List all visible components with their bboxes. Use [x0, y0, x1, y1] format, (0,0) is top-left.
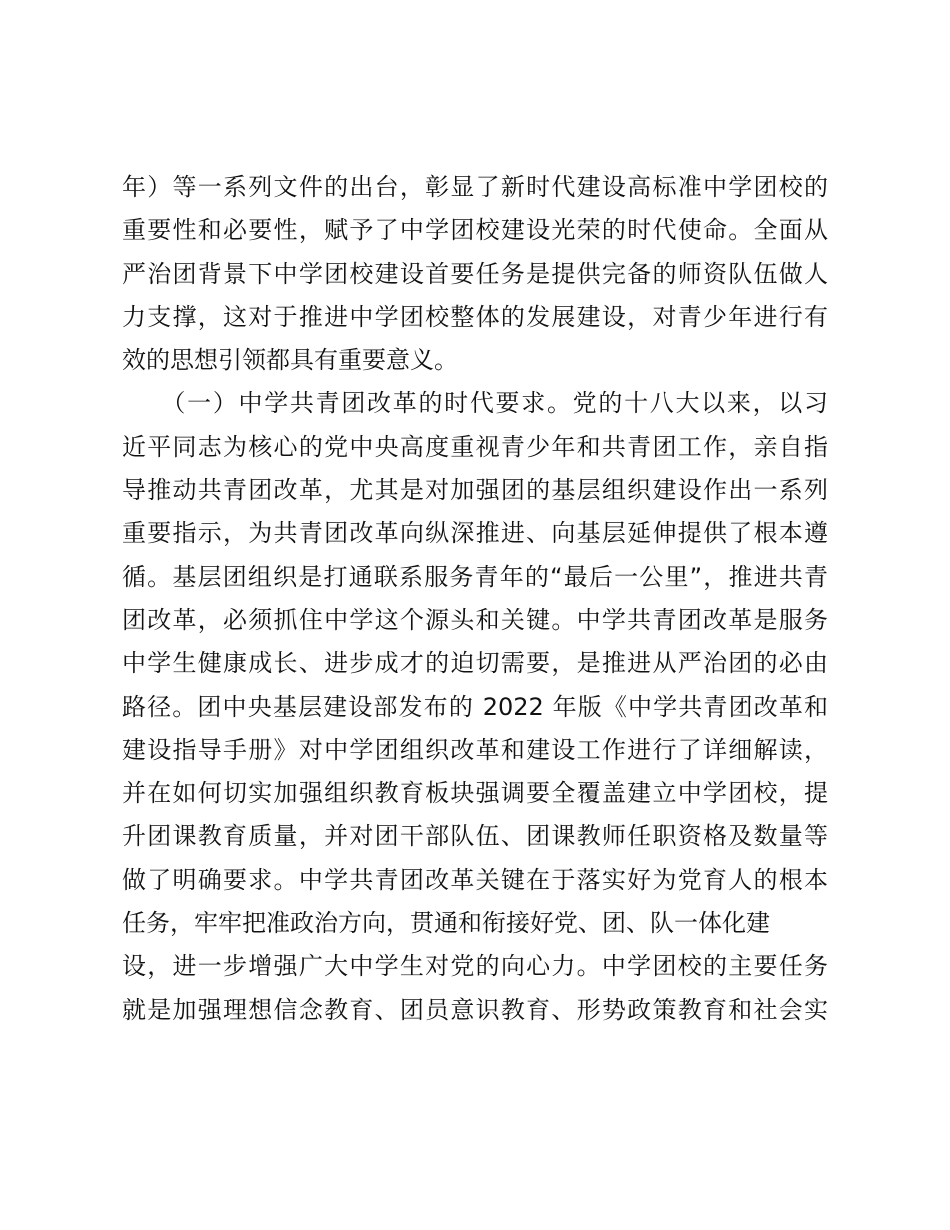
text-line: 并在如何切实加强组织教育板块强调要全覆盖建立中学团校，提 [122, 779, 828, 808]
text-line: 升团课教育质量，并对团干部队伍、团课教师任职资格及数量等 [122, 822, 828, 851]
text-line: 循。基层团组织是打通联系服务青年的“最后一公里”，推进共青 [122, 562, 828, 591]
text-line: 导推动共青团改革，尤其是对加强团的基层组织建设作出一系列 [122, 476, 828, 505]
body-text [122, 166, 828, 1032]
text-line: 近平同志为核心的党中央高度重视青少年和共青团工作，亲自指 [122, 432, 828, 461]
text-line: 路径。团中央基层建设部发布的 2022 年版《中学共青团改革和 [122, 692, 828, 721]
text-line: 严治团背景下中学团校建设首要任务是提供完备的师资队伍做人 [122, 259, 828, 288]
text-line: 力支撑，这对于推进中学团校整体的发展建设，对青少年进行有 [122, 302, 828, 331]
text-line: 做了明确要求。中学共青团改革关键在于落实好为党育人的根本 [122, 865, 828, 894]
text-line: 就是加强理想信念教育、团员意识教育、形势政策教育和社会实 [122, 995, 828, 1024]
text-line: 团改革，必须抓住中学这个源头和关键。中学共青团改革是服务 [122, 605, 828, 634]
text-line: 重要指示，为共青团改革向纵深推进、向基层延伸提供了根本遵 [122, 519, 828, 548]
text-line: 建设指导手册》对中学团组织改革和建设工作进行了详细解读， [122, 735, 828, 764]
text-line: 设，进一步增强广大中学生对党的向心力。中学团校的主要任务 [122, 952, 828, 981]
text-line: 中学生健康成长、进步成才的迫切需要，是推进从严治团的必由 [122, 649, 828, 678]
text-line: 任务，牢牢把准政治方向，贯通和衔接好党、团、队一体化建 [122, 909, 770, 938]
text-line: 年）等一系列文件的出台，彰显了新时代建设高标准中学团校的 [122, 173, 828, 201]
paragraph-last-line: 效的思想引领都具有重要意义。 [122, 346, 458, 375]
text-line: 重要性和必要性，赋予了中学团校建设光荣的时代使命。全面从 [122, 216, 828, 245]
section-heading-line: （一）中学共青团改革的时代要求。党的十八大以来，以习 [122, 389, 828, 418]
